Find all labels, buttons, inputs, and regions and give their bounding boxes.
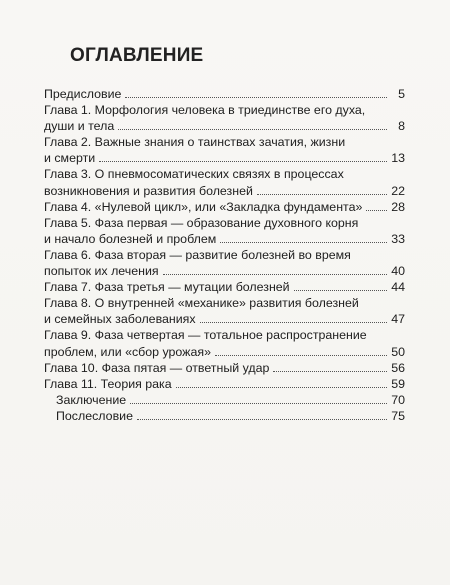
toc-entry	[44, 408, 405, 424]
toc-entry-text: Послесловие	[56, 408, 133, 423]
page-number: 50	[391, 344, 405, 359]
toc-entry-row	[44, 199, 405, 215]
dot-leader	[273, 360, 387, 376]
dot-leader	[163, 263, 387, 279]
toc-entry-text: Предисловие	[44, 87, 122, 101]
toc-entry	[44, 102, 405, 134]
toc-entry-text: Глава 3. О пневмосоматических связях в процессах	[44, 167, 344, 182]
toc-entry-text: Заключение	[56, 392, 127, 407]
toc-entry-text: Глава 2. Важные знания о таинствах зачатия, жизни	[44, 135, 346, 150]
dot-leader	[257, 183, 387, 199]
page-number: 22	[391, 183, 405, 198]
page-number: 28	[391, 199, 405, 214]
dot-leader	[366, 199, 387, 215]
dot-leader	[137, 408, 387, 424]
page-number: 44	[391, 280, 405, 295]
toc-entry-text: возникновения и развития болезней	[44, 183, 253, 198]
toc-entry	[44, 295, 405, 327]
toc-entry-text: проблем, или «сбор урожая»	[44, 344, 211, 359]
toc-entry-text: Глава 9. Фаза четвертая — тотальное распространение	[44, 328, 367, 343]
page-number: 5	[398, 87, 405, 101]
toc-entry-row	[44, 86, 405, 102]
toc-entry-row	[44, 344, 405, 360]
toc-entry-text: Глава 5. Фаза первая — образование духовного корня	[44, 215, 359, 230]
toc-entry-row	[44, 231, 405, 247]
toc-entry-text: души и тела	[44, 119, 115, 134]
toc-entry-text: и семейных заболеваниях	[44, 312, 196, 327]
toc-entry	[44, 86, 405, 102]
toc-entry-text: и смерти	[44, 151, 96, 166]
table-of-contents	[44, 86, 405, 424]
page-number: 56	[391, 360, 405, 375]
toc-entry	[44, 166, 405, 198]
dot-leader	[99, 150, 387, 166]
toc-entry-row	[44, 118, 405, 134]
page-number: 47	[391, 312, 405, 327]
toc-entry	[44, 327, 405, 359]
dot-leader	[118, 118, 387, 134]
toc-entry-row	[44, 360, 405, 376]
dot-leader	[200, 311, 387, 327]
toc-entry	[44, 279, 405, 295]
toc-entry	[44, 134, 405, 166]
toc-entry-text: Глава 1. Морфология человека в триединстве его духа,	[44, 103, 366, 118]
toc-entry-row	[44, 183, 405, 199]
page-title: ОГЛАВЛЕНИЕ	[70, 45, 204, 66]
toc-entry	[44, 360, 405, 376]
dot-leader	[294, 279, 387, 295]
toc-entry-text: Глава 11. Теория рака	[44, 376, 172, 391]
toc-entry-row	[44, 263, 405, 279]
toc-entry-text: и начало болезней и проблем	[44, 231, 217, 246]
dot-leader	[130, 392, 387, 408]
page-number: 13	[391, 151, 405, 166]
dot-leader	[125, 86, 387, 102]
dot-leader	[176, 376, 387, 392]
toc-entry-text: Глава 8. О внутренней «механике» развития болезней	[44, 296, 359, 311]
dot-leader	[220, 231, 387, 247]
toc-entry-text: Глава 7. Фаза третья — мутации болезней	[44, 280, 290, 295]
toc-entry	[44, 199, 405, 215]
toc-entry	[44, 247, 405, 279]
toc-entry-row	[56, 408, 405, 424]
toc-entry-row	[44, 311, 405, 327]
toc-entry-text: Глава 6. Фаза вторая — развитие болезней во время	[44, 247, 351, 262]
toc-entry-text: попыток их лечения	[44, 264, 159, 279]
toc-entry-row	[44, 279, 405, 295]
page-number: 75	[391, 408, 405, 423]
page-number: 70	[391, 392, 405, 407]
toc-entry-row	[44, 150, 405, 166]
toc-entry-text: Глава 10. Фаза пятая — ответный удар	[44, 360, 270, 375]
toc-entry-text: Глава 4. «Нулевой цикл», или «Закладка фундамента»	[44, 199, 363, 214]
page-number: 33	[391, 231, 405, 246]
page-number: 59	[391, 376, 405, 391]
page-number: 8	[398, 119, 405, 134]
dot-leader	[215, 344, 387, 360]
toc-entry	[44, 215, 405, 247]
toc-entry	[44, 376, 405, 392]
toc-entry-row	[56, 392, 405, 408]
toc-entry	[44, 392, 405, 408]
toc-entry-row	[44, 376, 405, 392]
page-number: 40	[391, 264, 405, 279]
